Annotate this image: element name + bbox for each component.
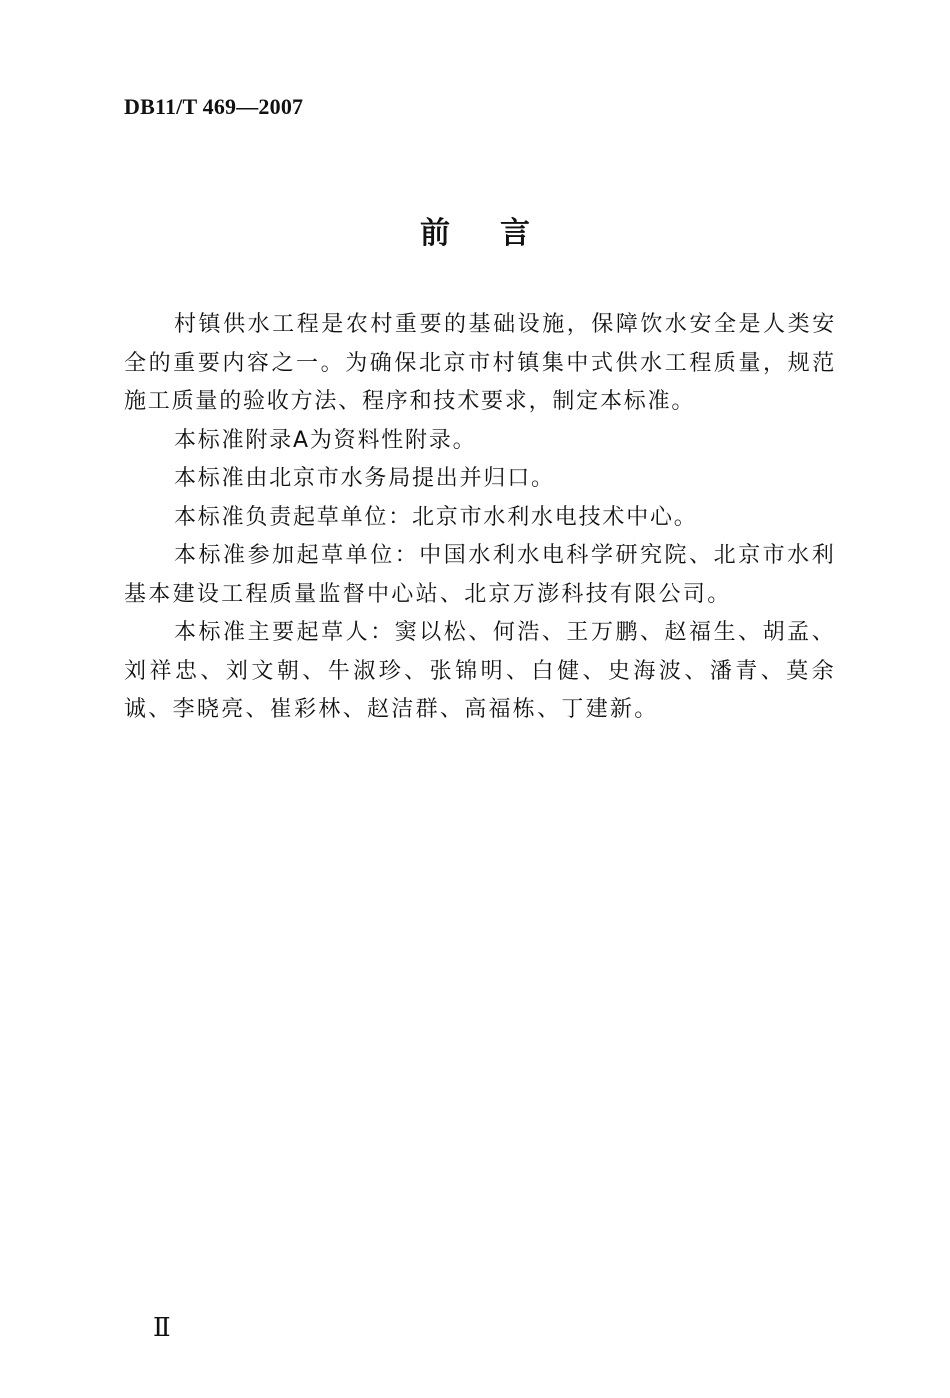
foreword-body xyxy=(124,306,836,730)
paragraph-purpose: 村镇供水工程是农村重要的基础设施，保障饮水安全是人类安全的重要内容之一。为确保北京市村镇集中式供水工程质量，规范施工质量的验收方法、程序和技术要求，制定本标准。 xyxy=(124,312,836,414)
paragraph-main-authors: 本标准主要起草人：窦以松、何浩、王万鹏、赵福生、胡孟、刘祥忠、刘文朝、牛淑珍、张锦明、白健、史海波、潘青、莫余诚、李晓亮、崔彩林、赵洁群、高福栋、丁建新。 xyxy=(124,620,836,722)
page-number: Ⅱ xyxy=(153,1313,171,1342)
paragraph-participating-drafters: 本标准参加起草单位：中国水利水电科学研究院、北京市水利基本建设工程质量监督中心站、北京万澎科技有限公司。 xyxy=(124,543,836,607)
paragraph-lead-drafter: 本标准负责起草单位：北京市水利水电技术中心。 xyxy=(174,504,698,530)
paragraph-proposer: 本标准由北京市水务局提出并归口。 xyxy=(174,466,555,491)
page-title: 前言 xyxy=(420,216,580,251)
paragraph-appendix: 本标准附录A为资料性附录。 xyxy=(174,427,477,453)
document-code: DB11/T 469—2007 xyxy=(124,94,304,119)
